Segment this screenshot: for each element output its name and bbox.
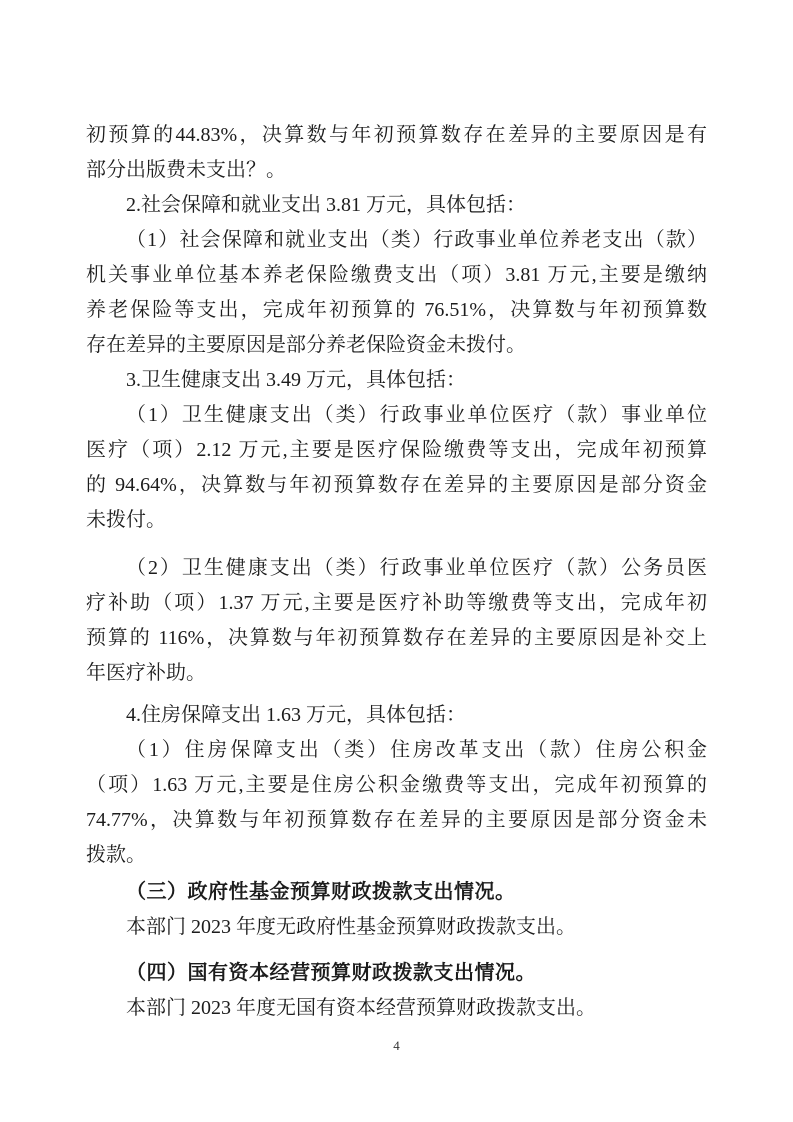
text-line: 本部门 2023 年度无政府性基金预算财政拨款支出。 [126, 916, 576, 938]
text-line: 3.卫生健康支出 3.49 万元，具体包括： [126, 369, 466, 391]
text-line: 存在差异的主要原因是部分养老保险资金未拨付。 [86, 334, 526, 356]
text-line: 拨款。 [86, 844, 146, 866]
document-body [86, 118, 707, 1026]
text-line: （1）社会保障和就业支出（类）行政事业单位养老支出（款） [126, 229, 707, 251]
text-line: （项）1.63 万元,主要是住房公积金缴费等支出，完成年初预算的 [86, 774, 707, 796]
text-line: 养老保险等支出，完成年初预算的 76.51%，决算数与年初预算数 [86, 299, 707, 321]
text-line: 的 94.64%，决算数与年初预算数存在差异的主要原因是部分资金 [86, 474, 707, 496]
text-line: 疗补助（项）1.37 万元,主要是医疗补助等缴费等支出，完成年初 [86, 592, 707, 614]
text-line: 4.住房保障支出 1.63 万元，具体包括： [126, 704, 466, 726]
text-line: （2）卫生健康支出（类）行政事业单位医疗（款）公务员医 [126, 557, 707, 579]
text-line: 本部门 2023 年度无国有资本经营预算财政拨款支出。 [126, 997, 596, 1019]
text-line: 医疗（项）2.12 万元,主要是医疗保险缴费等支出，完成年初预算 [86, 439, 707, 461]
text-line: （1）卫生健康支出（类）行政事业单位医疗（款）事业单位 [126, 404, 707, 426]
page-number: 4 [393, 1038, 400, 1053]
text-line: 2.社会保障和就业支出 3.81 万元，具体包括： [126, 194, 526, 216]
text-line: 未拨付。 [86, 509, 166, 531]
section-heading: （四）国有资本经营预算财政拨款支出情况。 [126, 962, 536, 984]
text-line: （1）住房保障支出（类）住房改革支出（款）住房公积金 [126, 739, 707, 761]
text-line: 预算的 116%，决算数与年初预算数存在差异的主要原因是补交上 [86, 627, 707, 649]
section-heading: （三）政府性基金预算财政拨款支出情况。 [126, 881, 516, 903]
text-line: 74.77%，决算数与年初预算数存在差异的主要原因是部分资金未 [86, 809, 707, 831]
text-line: 部分出版费未支出？。 [86, 159, 286, 181]
text-line: 年医疗补助。 [86, 662, 206, 684]
text-line: 机关事业单位基本养老保险缴费支出（项）3.81 万元,主要是缴纳 [86, 264, 707, 286]
text-line: 初预算的44.83%，决算数与年初预算数存在差异的主要原因是有 [86, 124, 707, 146]
